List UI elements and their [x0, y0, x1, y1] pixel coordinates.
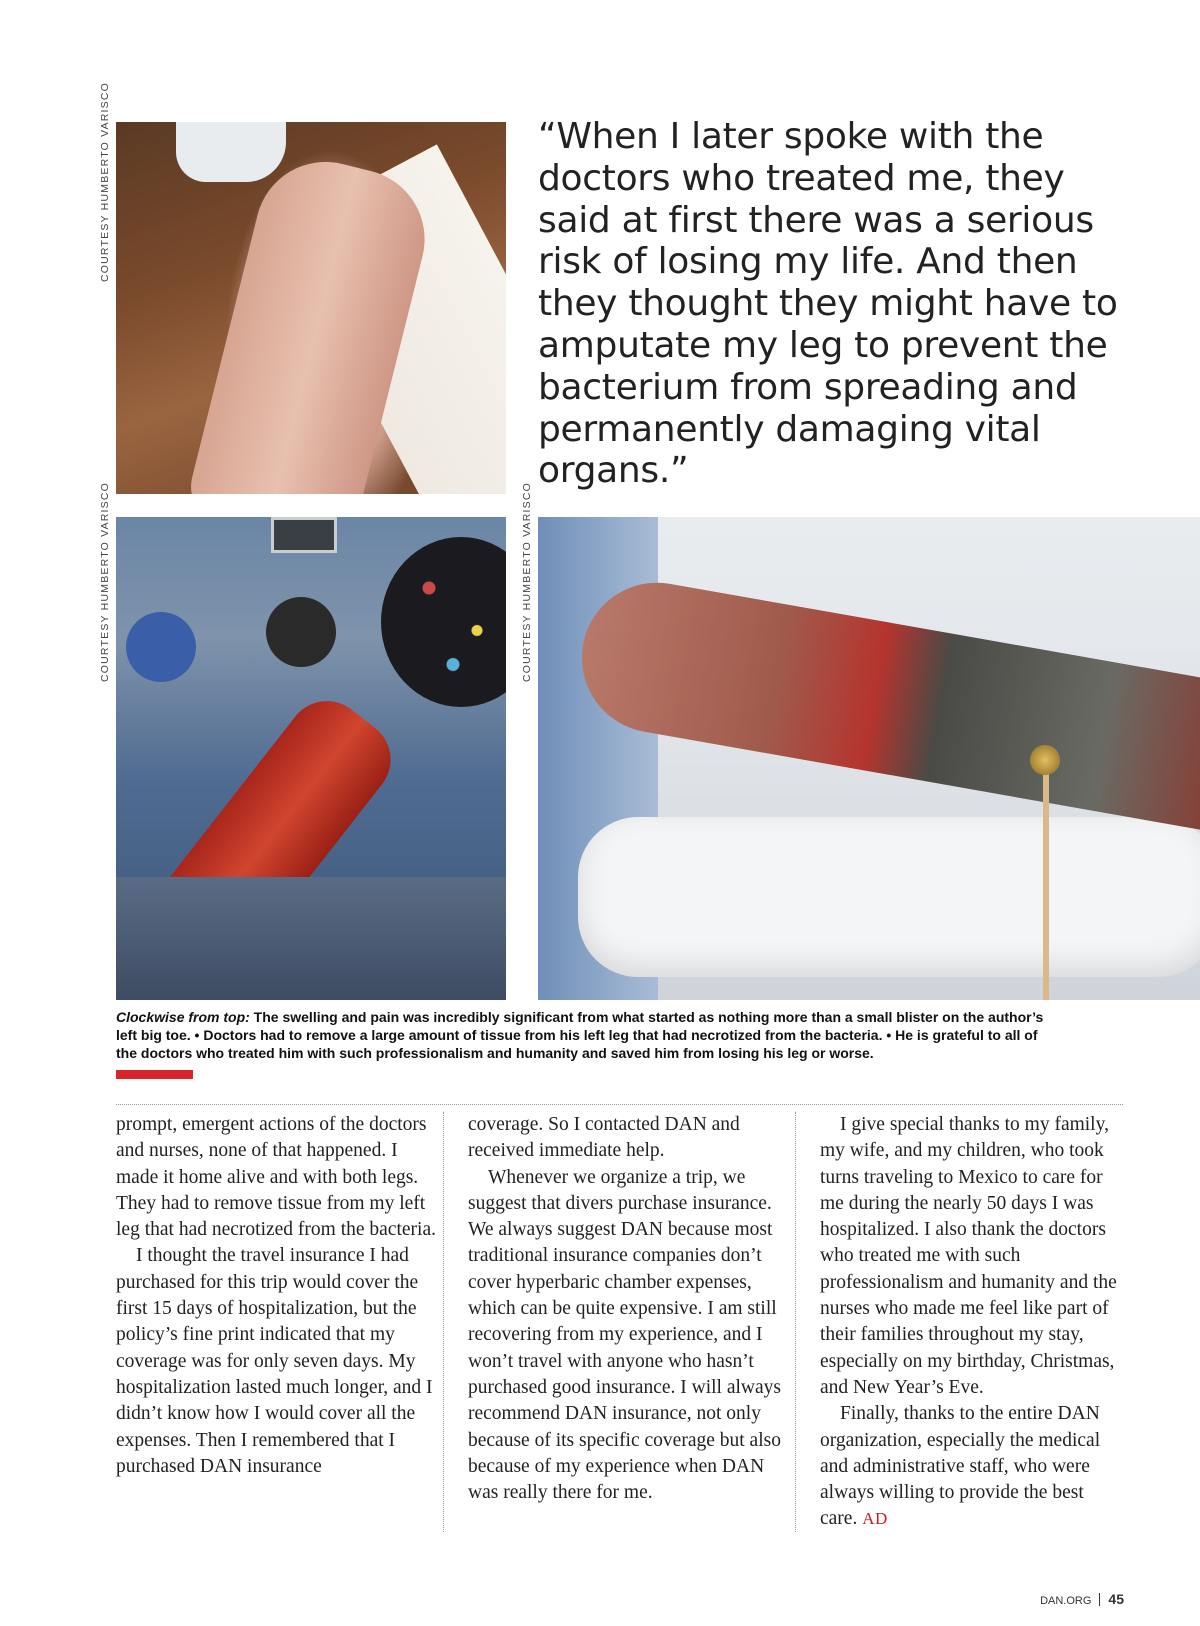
body-column-2 [468, 1112, 788, 1506]
section-divider [116, 1104, 1123, 1105]
paragraph: prompt, emergent actions of the doctors and nurses, none of that happened. I made it home alive and with both legs. They had to remove tissue from my left leg that had necrotized from the bacteria. [116, 1114, 436, 1241]
surgery-photo [116, 517, 506, 1000]
accent-bar [116, 1070, 193, 1079]
paragraph-text: Finally, thanks to the entire DAN organization, especially the medical and administrative staff, who were always willing to provide the best care. [820, 1403, 1101, 1530]
column-divider [443, 1112, 444, 1532]
swollen-foot-photo [116, 122, 506, 494]
photo-credit: COURTESY HUMBERTO VARISCO [99, 82, 111, 282]
body-column-3 [820, 1112, 1125, 1533]
photo-credit: COURTESY HUMBERTO VARISCO [99, 482, 111, 682]
caption-lead: Clockwise from top: [116, 1009, 250, 1025]
paragraph: I give special thanks to my family, my wife, and my children, who took turns traveling to Mexico to care for me during the nearly 50 days I was hospitalized. I also thank the doctors who treated me with such professionalism and humanity and the nurses who made me feel like part of their families throughout my stay, especially on my birthday, Christmas, and New Year’s Eve. [820, 1114, 1117, 1398]
column-divider [795, 1112, 796, 1532]
body-column-1 [116, 1112, 436, 1480]
paragraph: Whenever we organize a trip, we suggest that divers purchase insurance. We always suggest DAN because most traditional insurance companies don’t cover hyperbaric chamber expenses, which can be quite expensive. I am still recovering from my experience, and I won’t travel with anyone who hasn’t purchased good insurance. I will always recommend DAN insurance, not only because of its specific coverage but also because of my experience when DAN was really there for me. [468, 1166, 781, 1504]
photo-credit: COURTESY HUMBERTO VARISCO [521, 482, 533, 682]
page-footer [1020, 1591, 1124, 1607]
page-number: 45 [1108, 1591, 1124, 1607]
photo-caption [116, 1008, 1046, 1062]
pull-quote: “When I later spoke with the doctors who treated me, they said at first there was a serious risk of losing my life. And then they thought they might have to amputate my leg to prevent the bacterium from spreading and permanently damaging vital organs.” [538, 116, 1118, 492]
signoff-initials: AD [862, 1509, 888, 1529]
bandaged-leg-photo [538, 517, 1200, 1000]
paragraph: coverage. So I contacted DAN and received immediate help. [468, 1114, 740, 1162]
paragraph: I thought the travel insurance I had purchased for this trip would cover the first 15 days of hospitalization, but the policy’s fine print indicated that my coverage was for only seven days. My hospitalization lasted much longer, and I didn’t know how I would cover all the expenses. Then I remembered that I purchased DAN insurance [116, 1245, 433, 1477]
site-url: DAN.ORG [1040, 1595, 1092, 1607]
caption-text: The swelling and pain was incredibly significant from what started as nothing more than a small blister on the author’s left big toe. • Doctors had to remove a large amount of tissue from his left leg that had necrotized from the bacteria. • He is grateful to all of the doctors who treated him with such professionalism and humanity and saved him from losing his leg or worse. [116, 1009, 1044, 1061]
paragraph [820, 1401, 1125, 1532]
